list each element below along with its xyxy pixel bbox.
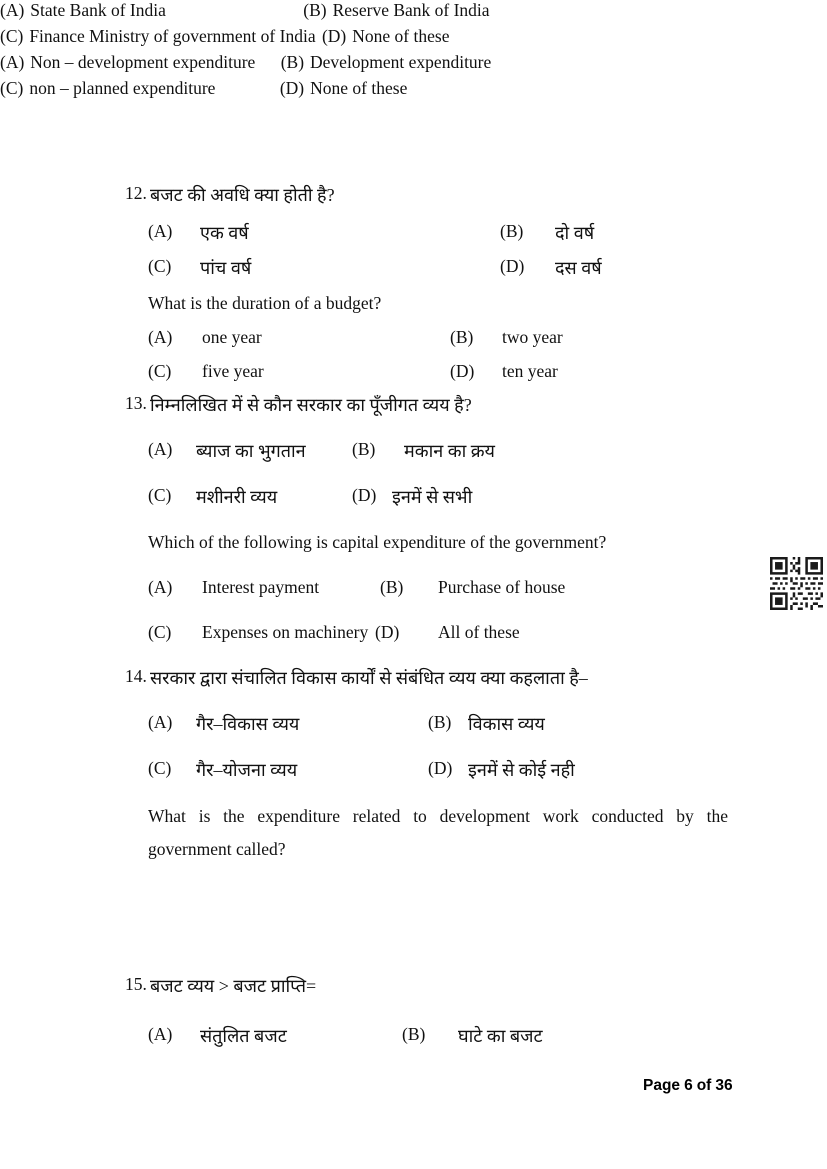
q12-option-c-text-en: five year [202,361,264,381]
footer-of-label: of [696,1077,712,1094]
q14-question-hindi-text: सरकार द्वारा संचालित विकास कार्यों से संबंधित व्यय क्या कहलाता है– [150,668,588,688]
q14-option-b-text: विकास व्यय [468,714,545,734]
q11-option-row-cd [0,26,827,52]
q13-option-a-text: ब्याज का भुगतान [196,441,306,461]
q12-option-a-label: (A) [148,221,173,241]
q15-option-a-label: (A) [148,1024,173,1044]
q13-option-c-text: मशीनरी व्यय [196,487,278,507]
q14-question-english-line2 [0,839,827,865]
q12-option-a-label-en: (A) [148,327,173,347]
q13-option-c-label: (C) [148,485,172,505]
q13-question-english [0,532,827,558]
q13-option-b-text-en: Purchase of house [438,577,566,597]
q14-question-english-line1: What is the expenditure related to development work conducted by the [148,806,728,826]
q13-option-a-label: (A) [148,439,173,459]
q14-option-c-label-en: (C) [0,78,24,98]
q13-option-b-label-en: (B) [380,577,404,597]
q14-question-english-line2-text: government called? [148,839,286,859]
q14-option-c-text: गैर–योजना व्यय [196,760,298,780]
q14-option-a-text: गैर–विकास व्यय [196,714,300,734]
q12-option-b-text-en: two year [502,327,563,347]
q14-option-a-label: (A) [148,712,173,732]
q13-option-a-text-en: Interest payment [202,577,320,597]
q11-option-a-label: (A) [0,0,25,20]
q13-option-d-label-en: (D) [375,622,400,642]
q15-option-b-text: घाटे का बजट [458,1026,543,1046]
q14-option-c-label: (C) [148,758,172,778]
q13-option-row-cd-en [0,622,827,648]
q12-question-hindi [0,183,827,209]
q13-option-d-label: (D) [352,485,377,505]
q13-option-c-text-en: Expenses on machinery [202,622,369,642]
qr-code [770,557,823,610]
q11-option-b-text: Reserve Bank of India [332,0,490,20]
q14-option-d-label-en: (D) [279,78,305,98]
q12-option-c-label: (C) [148,256,172,276]
q14-option-b-text-en: Development expenditure [310,52,492,72]
q14-option-d-text: इनमें से कोई नही [468,760,575,780]
q15-question-hindi-text: बजट व्यय > बजट प्राप्ति= [150,976,317,996]
q11-option-c-label: (C) [0,26,24,46]
q13-question-english-text: Which of the following is capital expenditure of the government? [148,532,607,552]
q14-option-a-text-en: Non – development expenditure [30,52,256,72]
q14-question-hindi [0,666,827,692]
q12-option-row-cd-hi [0,256,827,282]
q12-option-d-label-en: (D) [450,361,475,381]
footer-total-pages: 36 [715,1077,733,1094]
q12-option-row-cd-en [0,361,827,387]
q11-option-c-text: Finance Ministry of government of India [29,26,316,46]
q12-option-row-ab-en [0,327,827,353]
q13-option-c-label-en: (C) [148,622,172,642]
q15-option-b-label: (B) [402,1024,426,1044]
q13-option-b-label: (B) [352,439,376,459]
q13-number: 13. [125,393,147,413]
q14-option-row-cd-hi [0,758,827,784]
q11-option-b-label: (B) [303,0,327,20]
q12-question-hindi-text: बजट की अवधि क्या होती है? [150,185,335,205]
q13-option-row-ab-en [0,577,827,603]
q13-option-d-text: इनमें से सभी [392,487,473,507]
q13-question-hindi [0,393,827,419]
q11-option-d-text: None of these [352,26,450,46]
q14-option-row-cd-en [0,78,827,104]
q14-option-row-ab-hi [0,712,827,738]
q11-option-d-label: (D) [321,26,347,46]
q12-option-row-ab-hi [0,221,827,247]
q13-question-hindi-text: निम्नलिखित में से कौन सरकार का पूँजीगत व्यय है? [150,395,472,415]
q15-question-hindi [0,974,827,1000]
q14-option-a-label-en: (A) [0,52,25,72]
q12-number: 12. [125,183,147,203]
q15-option-a-text: संतुलित बजट [200,1026,287,1046]
qr-code-image [770,557,823,610]
q12-question-english [0,293,827,319]
q12-option-d-text: दस वर्ष [555,258,602,278]
q12-question-english-text: What is the duration of a budget? [148,293,382,313]
q12-option-c-label-en: (C) [148,361,172,381]
q14-option-b-label: (B) [428,712,452,732]
page-number-footer [643,1077,733,1095]
q12-option-c-text: पांच वर्ष [200,258,252,278]
q14-option-b-label-en: (B) [280,52,305,72]
footer-page-number: 6 [684,1077,693,1094]
q14-number: 14. [125,666,147,686]
q13-option-b-text: मकान का क्रय [404,441,495,461]
q14-option-c-text-en: non – planned expenditure [29,78,216,98]
q15-number: 15. [125,974,147,994]
q12-option-a-text: एक वर्ष [200,223,249,243]
q12-option-d-label: (D) [500,256,525,276]
q12-option-b-label: (B) [500,221,524,241]
footer-page-label: Page [643,1077,681,1094]
q13-option-row-cd-hi [0,485,827,511]
q13-option-row-ab-hi [0,439,827,465]
q13-option-d-text-en: All of these [438,622,520,642]
q13-option-a-label-en: (A) [148,577,173,597]
q14-option-row-ab-en [0,52,827,78]
q12-option-b-text: दो वर्ष [555,223,595,243]
q11-option-a-text: State Bank of India [30,0,166,20]
q14-option-d-label: (D) [428,758,453,778]
q12-option-d-text-en: ten year [502,361,558,381]
q12-option-b-label-en: (B) [450,327,474,347]
q11-option-row-ab [0,0,827,26]
q15-option-row-ab-hi [0,1024,827,1050]
q12-option-a-text-en: one year [202,327,262,347]
q14-option-d-text-en: None of these [310,78,408,98]
